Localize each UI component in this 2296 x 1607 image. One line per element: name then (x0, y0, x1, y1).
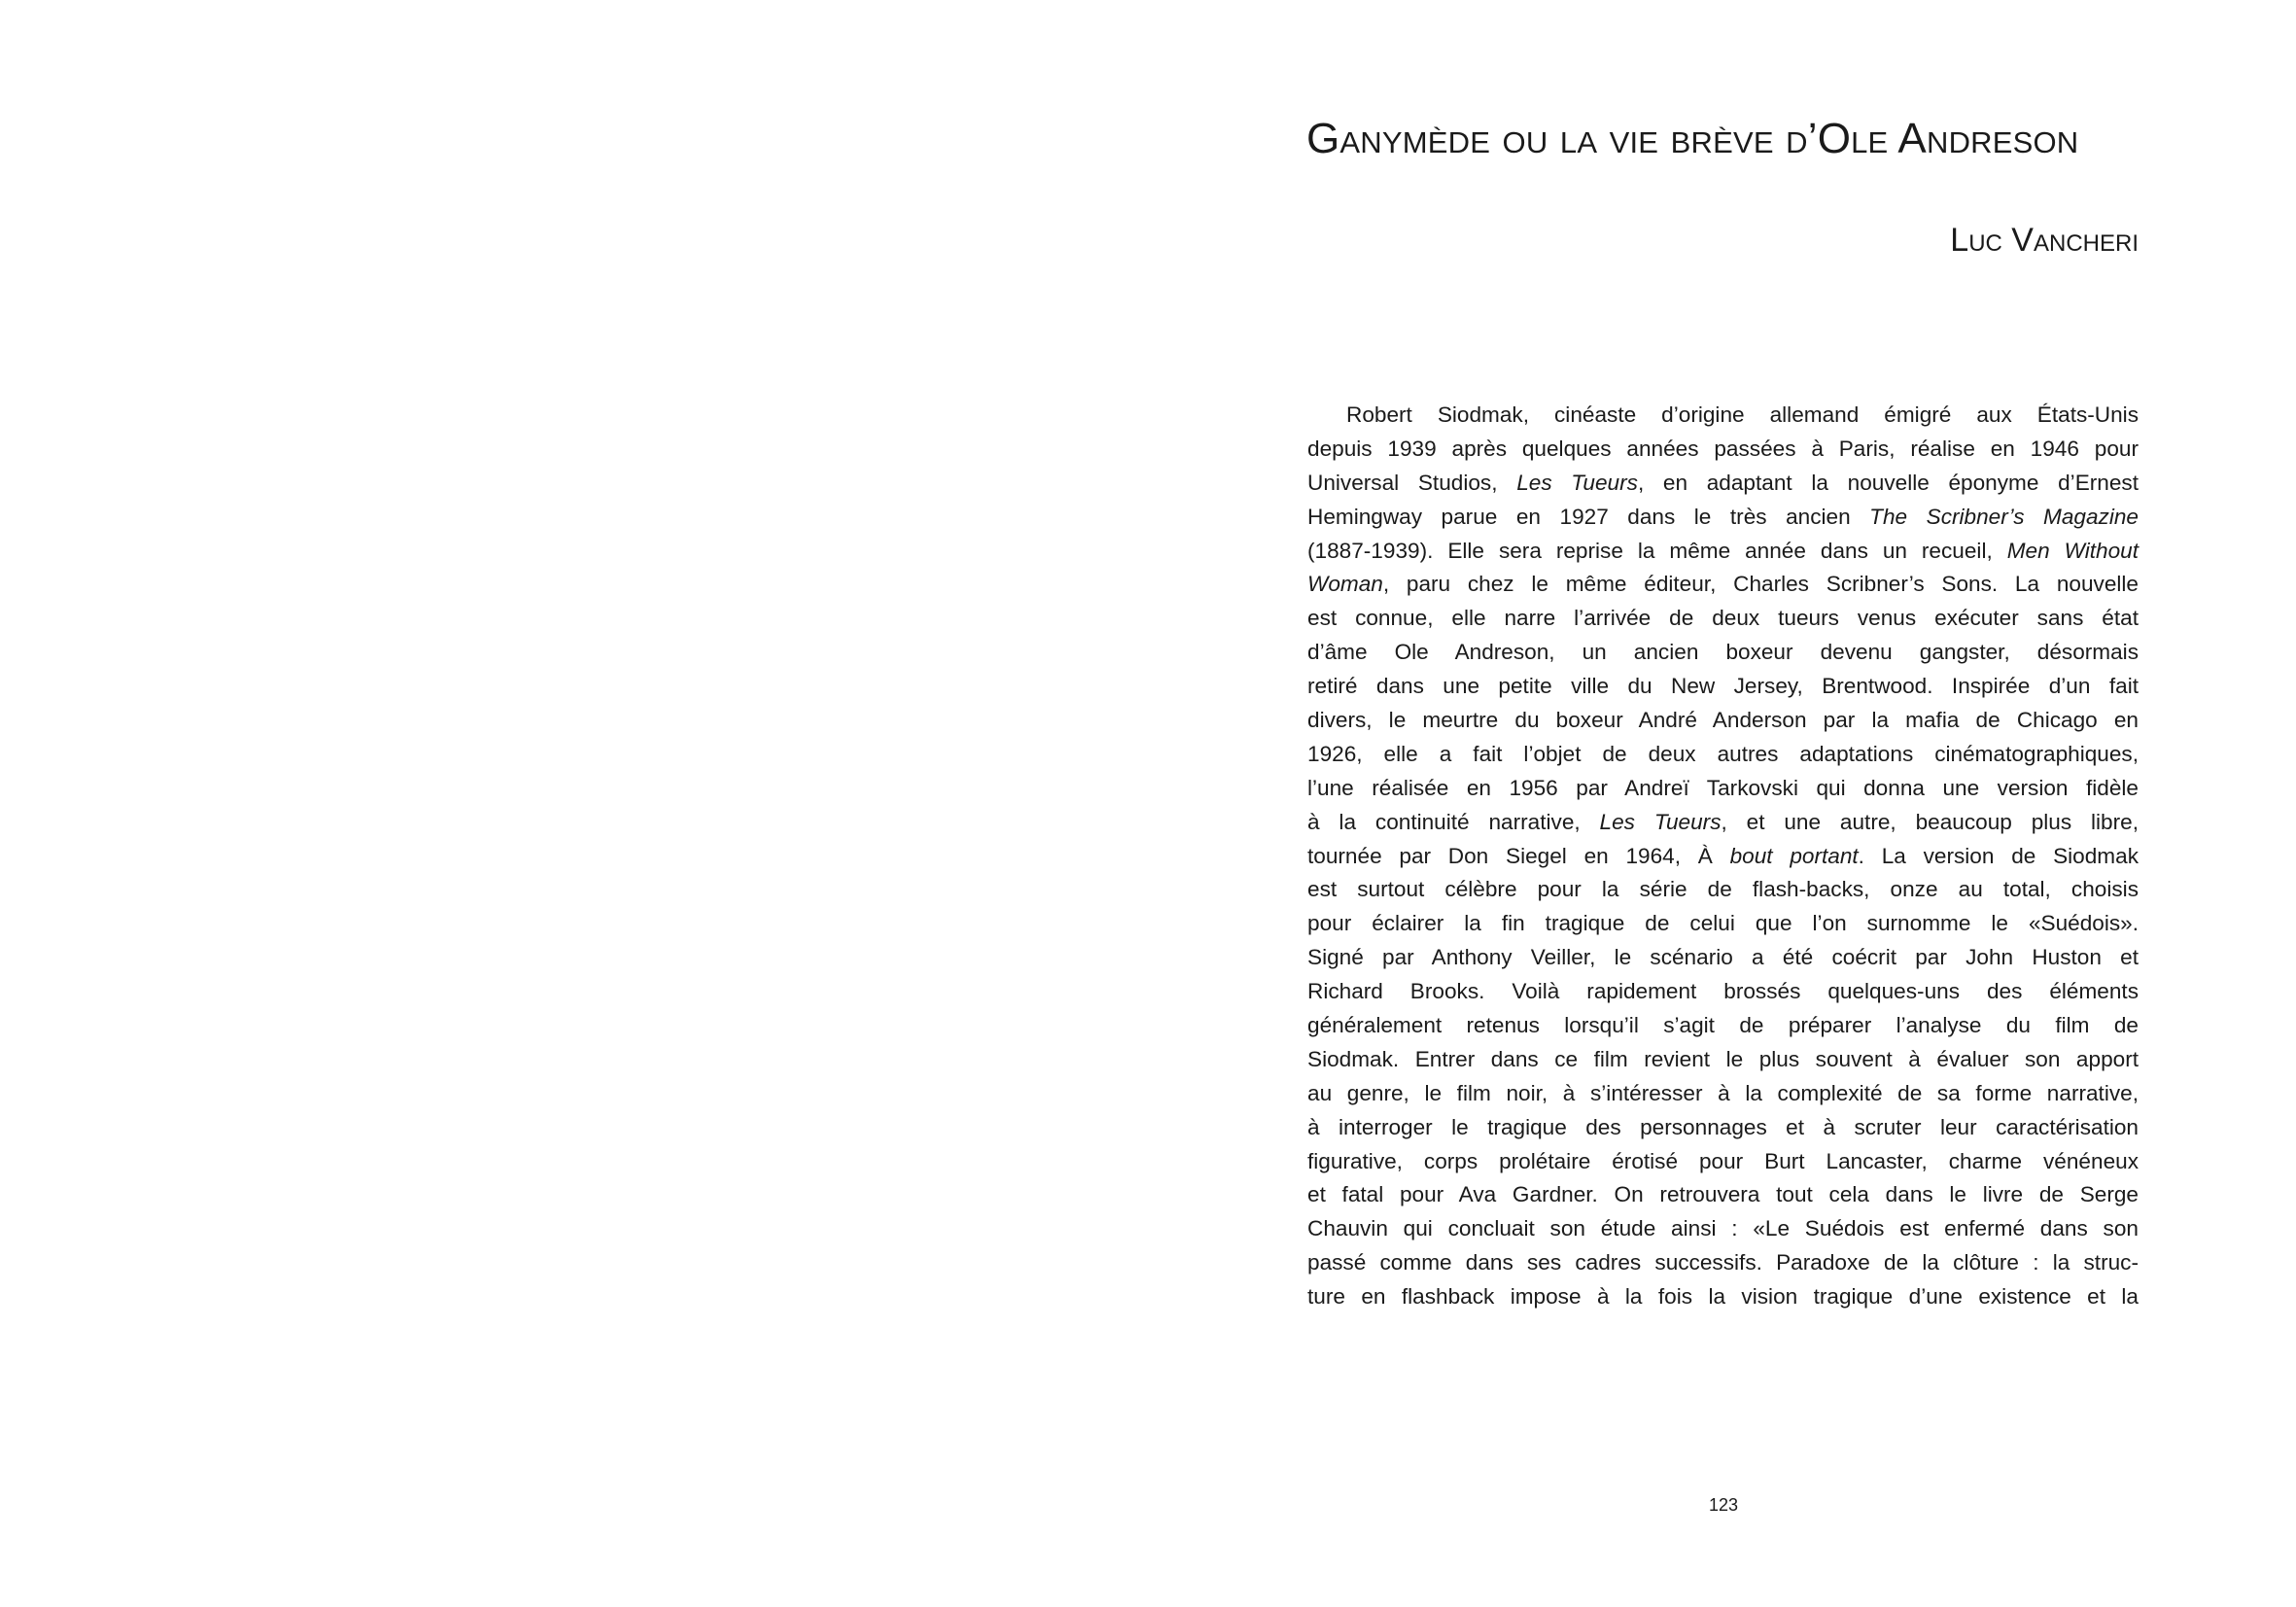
body-text: à la continuité narrative, (1307, 809, 1600, 834)
body-text: Universal Studios, (1307, 470, 1517, 495)
body-text: Signé par Anthony Veiller, le scénario a été coécrit par John Huston et (1307, 945, 2139, 970)
body-text-line (1307, 1009, 2139, 1043)
body-text: , paru chez le même éditeur, Charles Scribner’s Sons. La nouvelle (1382, 572, 2139, 597)
body-text-line (1307, 907, 2139, 941)
body-text-line (1307, 772, 2139, 806)
italic-title-text: Woman (1307, 572, 1383, 597)
page-spread-divider (1148, 0, 1149, 1607)
body-text-line (1307, 941, 2139, 975)
body-text-line (1307, 670, 2139, 704)
italic-title-text: Men Without (2006, 538, 2139, 563)
body-text: 1926, elle a fait l’objet de deux autres adaptations cinématographiques, (1307, 741, 2139, 766)
italic-title-text: Les Tueurs (1516, 470, 1638, 495)
body-text: . La version de Siodmak (1858, 843, 2139, 868)
body-text: Siodmak. Entrer dans ce film revient le plus souvent à évaluer son apport (1307, 1046, 2139, 1071)
italic-title-text: Les Tueurs (1599, 809, 1722, 834)
body-text-line (1307, 501, 2139, 535)
body-text: passé comme dans ses cadres successifs. Paradoxe de la clôture : la struc- (1307, 1250, 2139, 1275)
article-body (1307, 399, 2139, 1314)
body-text: l’une réalisée en 1956 par Andreï Tarkovski qui donna une version fidèle (1307, 775, 2139, 800)
body-text-line (1307, 1043, 2139, 1077)
body-text: à interroger le tragique des personnages et à scruter leur caractérisation (1307, 1114, 2139, 1139)
body-text: (1887-1939). Elle sera reprise la même année dans un recueil, (1307, 538, 2007, 563)
body-text: généralement retenus lorsqu’il s’agit de préparer l’analyse du film de (1307, 1013, 2139, 1038)
body-text: retiré dans une petite ville du New Jersey, Brentwood. Inspirée d’un fait (1307, 674, 2139, 699)
body-text: est connue, elle narre l’arrivée de deux tueurs venus exécuter sans état (1307, 606, 2139, 631)
body-text-line (1307, 975, 2139, 1009)
body-text: Chauvin qui concluait son étude ainsi : «Le Suédois est enfermé dans son (1307, 1216, 2139, 1241)
body-text-line (1307, 535, 2139, 569)
body-text-line (1307, 738, 2139, 772)
body-text-line (1307, 433, 2139, 467)
body-text-line (1307, 1145, 2139, 1179)
body-text: ture en flashback impose à la fois la vision tragique d’une existence et la (1307, 1284, 2139, 1310)
page-number: 123 (1709, 1495, 1739, 1515)
body-text: pour éclairer la fin tragique de celui que l’on surnomme le «Suédois». (1307, 911, 2139, 936)
body-text-line (1307, 1077, 2139, 1111)
body-text-line (1307, 1111, 2139, 1145)
body-text-line (1307, 873, 2139, 907)
body-text-line (1307, 806, 2139, 840)
body-text: et fatal pour Ava Gardner. On retrouvera tout cela dans le livre de Serge (1307, 1182, 2139, 1207)
body-text-line (1307, 636, 2139, 670)
body-text: figurative, corps prolétaire érotisé pour Burt Lancaster, charme vénéneux (1307, 1148, 2139, 1173)
italic-title-text: bout portant (1729, 843, 1859, 868)
body-text: Richard Brooks. Voilà rapidement brossés quelques-uns des éléments (1307, 979, 2139, 1004)
body-text-line (1307, 1178, 2139, 1212)
body-text: au genre, le film noir, à s’intéresser à la complexité de sa forme narrative, (1307, 1080, 2139, 1105)
italic-title-text: The Scribner’s Magazine (1869, 504, 2139, 529)
body-text-line (1307, 840, 2139, 874)
body-text-line (1307, 467, 2139, 501)
body-text-line (1307, 1246, 2139, 1280)
body-text-line (1307, 1212, 2139, 1246)
body-text-line (1307, 568, 2139, 602)
body-text-line (1307, 399, 2139, 433)
body-text: est surtout célèbre pour la série de flash-backs, onze au total, choisis (1307, 877, 2139, 902)
body-text-line (1307, 1280, 2139, 1314)
body-text: , et une autre, beaucoup plus libre, (1721, 809, 2139, 834)
body-text-line (1307, 602, 2139, 636)
body-text: Robert Siodmak, cinéaste d’origine allemand émigré aux États-Unis (1346, 402, 2139, 427)
body-text: , en adaptant la nouvelle éponyme d’Ernest (1637, 470, 2139, 495)
body-text: d’âme Ole Andreson, un ancien boxeur devenu gangster, désormais (1307, 640, 2139, 665)
article-author: Luc Vancheri (1950, 222, 2139, 259)
article-title: Ganymède ou la vie brève d’Ole Andreson (1306, 115, 2079, 162)
body-text: depuis 1939 après quelques années passées à Paris, réalise en 1946 pour (1307, 436, 2139, 461)
body-text: tournée par Don Siegel en 1964, À (1307, 843, 1730, 868)
body-text-line (1307, 704, 2139, 738)
body-text: divers, le meurtre du boxeur André Anderson par la mafia de Chicago en (1307, 708, 2139, 733)
body-text: Hemingway parue en 1927 dans le très ancien (1307, 504, 1870, 529)
